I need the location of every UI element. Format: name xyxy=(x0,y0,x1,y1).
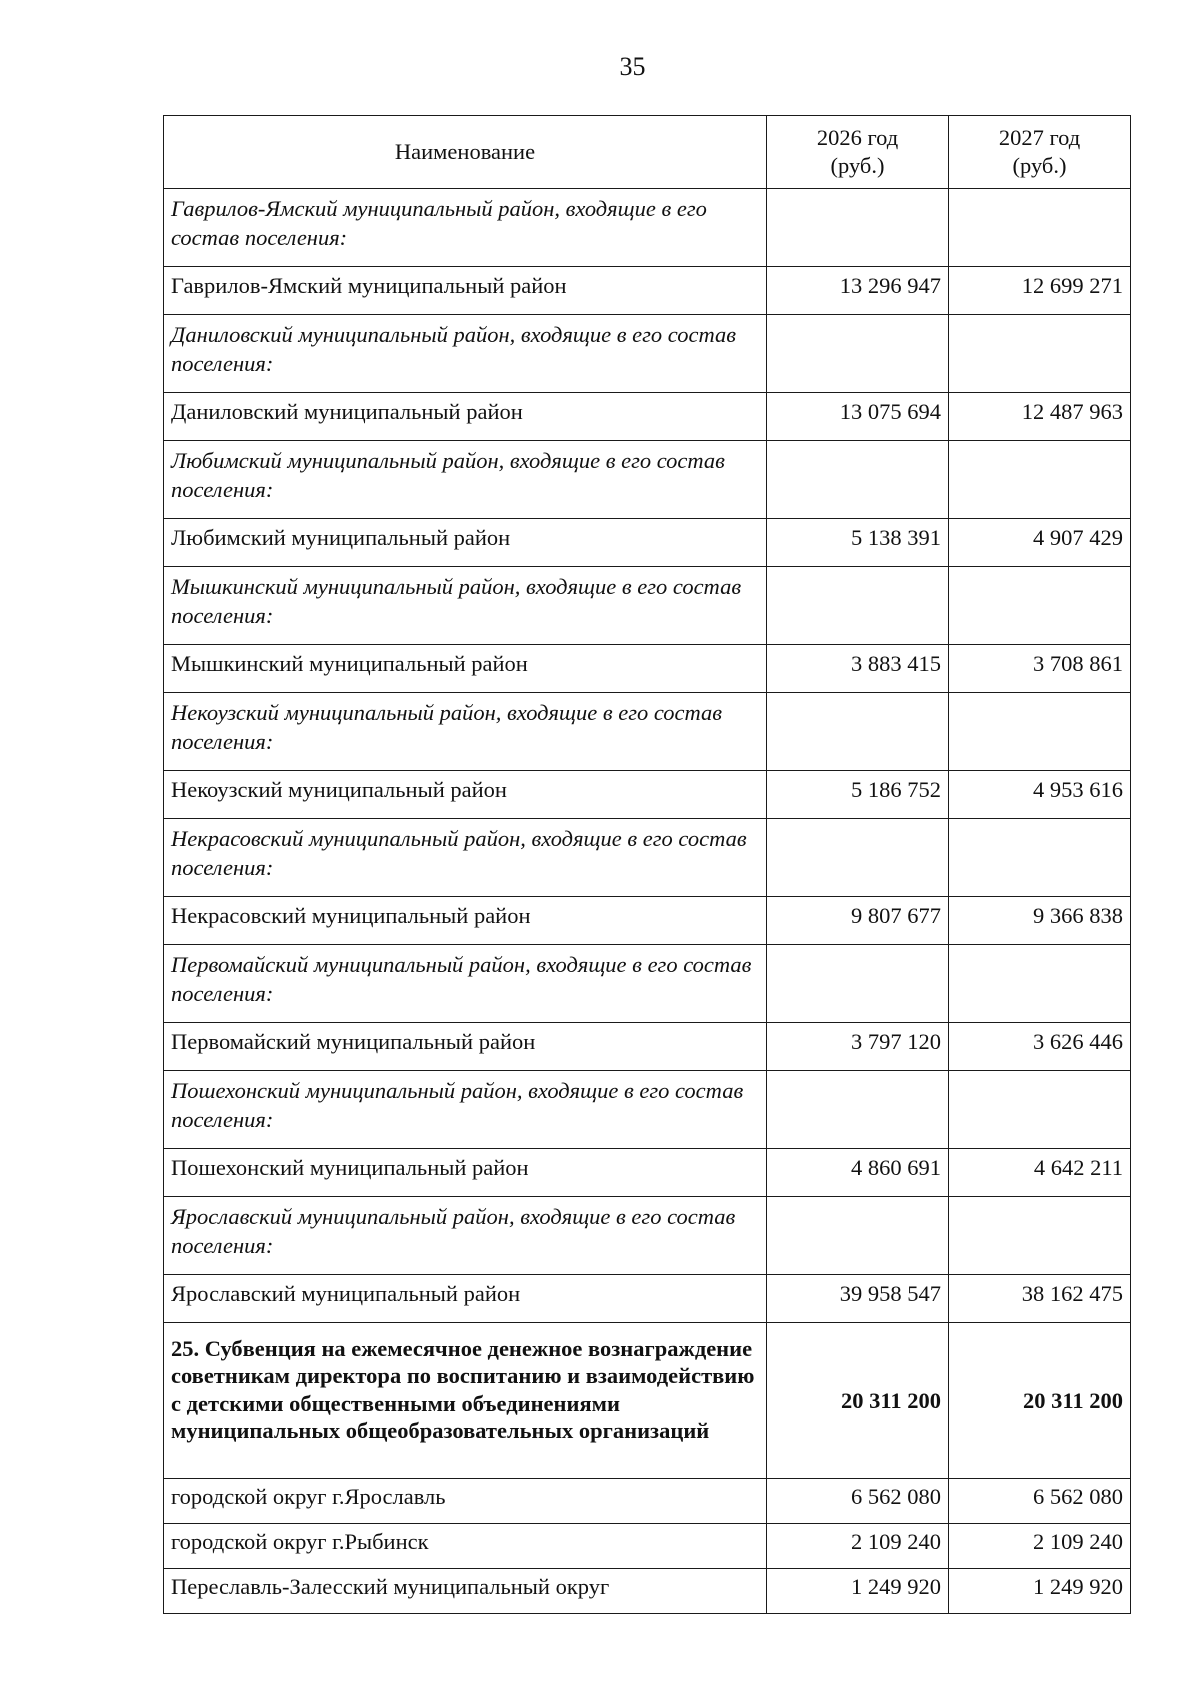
table-row-district xyxy=(164,1275,1131,1323)
table-row-group xyxy=(164,441,1131,519)
group-name-cell: Некоузский муниципальный район, входящие в его состав поселения: xyxy=(164,693,767,771)
value-2027-cell xyxy=(949,1197,1131,1275)
value-2026-cell: 5 138 391 xyxy=(767,519,949,567)
district-name-cell: Гаврилов-Ямский муниципальный район xyxy=(164,267,767,315)
value-2026-cell xyxy=(767,819,949,897)
value-2027-cell xyxy=(949,567,1131,645)
header-name: Наименование xyxy=(164,116,767,189)
table-row-group xyxy=(164,819,1131,897)
table-row-group xyxy=(164,189,1131,267)
table-row-group xyxy=(164,945,1131,1023)
value-2027-cell: 20 311 200 xyxy=(949,1323,1131,1479)
value-2026-cell xyxy=(767,315,949,393)
value-2027-cell xyxy=(949,945,1131,1023)
value-2026-cell: 13 075 694 xyxy=(767,393,949,441)
recipient-name-cell: Переславль-Залесский муниципальный округ xyxy=(164,1569,767,1614)
value-2026-cell xyxy=(767,1071,949,1149)
table-row-group xyxy=(164,1071,1131,1149)
group-name-cell: Любимский муниципальный район, входящие в его состав поселения: xyxy=(164,441,767,519)
value-2027-cell: 3 708 861 xyxy=(949,645,1131,693)
table-row-recipient xyxy=(164,1524,1131,1569)
value-2026-cell: 4 860 691 xyxy=(767,1149,949,1197)
value-2027-cell: 38 162 475 xyxy=(949,1275,1131,1323)
district-name-cell: Некрасовский муниципальный район xyxy=(164,897,767,945)
recipient-name-cell: городской округ г.Ярославль xyxy=(164,1479,767,1524)
value-2027-cell: 3 626 446 xyxy=(949,1023,1131,1071)
group-name-cell: Даниловский муниципальный район, входящие в его состав поселения: xyxy=(164,315,767,393)
value-2026-cell: 6 562 080 xyxy=(767,1479,949,1524)
page-number: 35 xyxy=(619,52,646,81)
district-name-cell: Первомайский муниципальный район xyxy=(164,1023,767,1071)
district-name-cell: Даниловский муниципальный район xyxy=(164,393,767,441)
value-2026-cell xyxy=(767,189,949,267)
table-row-district xyxy=(164,1149,1131,1197)
value-2027-cell: 12 487 963 xyxy=(949,393,1131,441)
value-2027-cell xyxy=(949,819,1131,897)
value-2026-cell xyxy=(767,567,949,645)
value-2027-cell: 2 109 240 xyxy=(949,1524,1131,1569)
table-row-group xyxy=(164,693,1131,771)
table-row-district xyxy=(164,393,1131,441)
value-2027-cell: 6 562 080 xyxy=(949,1479,1131,1524)
value-2027-cell xyxy=(949,1071,1131,1149)
table-row-recipient xyxy=(164,1479,1131,1524)
value-2026-cell: 1 249 920 xyxy=(767,1569,949,1614)
table-row-group xyxy=(164,567,1131,645)
value-2027-cell: 9 366 838 xyxy=(949,897,1131,945)
group-name-cell: Некрасовский муниципальный район, входящие в его состав поселения: xyxy=(164,819,767,897)
table-body xyxy=(164,189,1131,1614)
district-name-cell: Ярославский муниципальный район xyxy=(164,1275,767,1323)
value-2026-cell: 3 797 120 xyxy=(767,1023,949,1071)
header-2027 xyxy=(949,116,1131,189)
value-2026-cell xyxy=(767,945,949,1023)
value-2026-cell: 9 807 677 xyxy=(767,897,949,945)
table-row-group xyxy=(164,1197,1131,1275)
value-2027-cell xyxy=(949,693,1131,771)
value-2026-cell: 13 296 947 xyxy=(767,267,949,315)
table-row-district xyxy=(164,267,1131,315)
value-2026-cell xyxy=(767,693,949,771)
table-row-recipient xyxy=(164,1569,1131,1614)
district-name-cell: Любимский муниципальный район xyxy=(164,519,767,567)
table-row-district xyxy=(164,519,1131,567)
value-2027-cell: 4 953 616 xyxy=(949,771,1131,819)
value-2027-cell: 4 907 429 xyxy=(949,519,1131,567)
table-row-district xyxy=(164,771,1131,819)
table-row-district xyxy=(164,1023,1131,1071)
table-row-district xyxy=(164,645,1131,693)
value-2027-cell: 12 699 271 xyxy=(949,267,1131,315)
group-name-cell: Мышкинский муниципальный район, входящие в его состав поселения: xyxy=(164,567,767,645)
value-2026-cell: 20 311 200 xyxy=(767,1323,949,1479)
value-2026-cell: 2 109 240 xyxy=(767,1524,949,1569)
value-2027-cell xyxy=(949,441,1131,519)
table-row-district xyxy=(164,897,1131,945)
value-2026-cell xyxy=(767,441,949,519)
value-2027-cell: 1 249 920 xyxy=(949,1569,1131,1614)
recipient-name-cell: городской округ г.Рыбинск xyxy=(164,1524,767,1569)
table-header-row xyxy=(164,116,1131,189)
district-name-cell: Некоузский муниципальный район xyxy=(164,771,767,819)
value-2026-cell: 3 883 415 xyxy=(767,645,949,693)
header-2026 xyxy=(767,116,949,189)
district-name-cell: Пошехонский муниципальный район xyxy=(164,1149,767,1197)
district-name-cell: Мышкинский муниципальный район xyxy=(164,645,767,693)
value-2026-cell: 5 186 752 xyxy=(767,771,949,819)
value-2026-cell: 39 958 547 xyxy=(767,1275,949,1323)
value-2027-cell xyxy=(949,189,1131,267)
value-2026-cell xyxy=(767,1197,949,1275)
value-2027-cell xyxy=(949,315,1131,393)
group-name-cell: Гаврилов-Ямский муниципальный район, входящие в его состав поселения: xyxy=(164,189,767,267)
budget-table xyxy=(163,115,1131,1614)
header-2026-label: 2026 год (руб.) xyxy=(816,124,899,178)
value-2027-cell: 4 642 211 xyxy=(949,1149,1131,1197)
header-2027-label: 2027 год (руб.) xyxy=(998,124,1081,178)
group-name-cell: Первомайский муниципальный район, входящие в его состав поселения: xyxy=(164,945,767,1023)
group-name-cell: Ярославский муниципальный район, входящие в его состав поселения: xyxy=(164,1197,767,1275)
table-row-subsidy xyxy=(164,1323,1131,1479)
table-row-group xyxy=(164,315,1131,393)
subsidy-name-cell: 25. Субвенция на ежемесячное денежное вознаграждение советникам директора по воспитанию и взаимодействию с детскими общественными объединениями муниципальных общеобразовательных организаций xyxy=(164,1323,767,1479)
group-name-cell: Пошехонский муниципальный район, входящие в его состав поселения: xyxy=(164,1071,767,1149)
